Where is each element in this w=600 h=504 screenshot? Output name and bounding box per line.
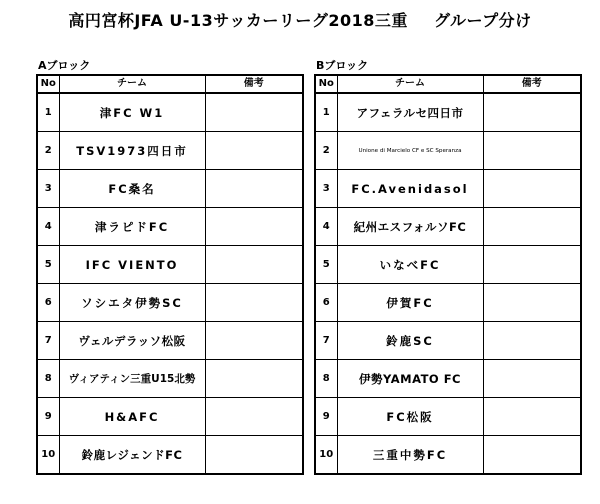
table-row <box>37 170 303 208</box>
row-no: 2 <box>315 132 337 170</box>
table-row <box>315 436 581 475</box>
header-note: 備考 <box>205 75 303 93</box>
table-row <box>37 284 303 322</box>
row-note <box>483 360 581 398</box>
row-note <box>483 398 581 436</box>
row-team: 三重中勢FC <box>337 436 483 475</box>
row-note <box>205 246 303 284</box>
row-note <box>205 208 303 246</box>
row-no: 9 <box>315 398 337 436</box>
row-note <box>483 93 581 132</box>
row-no: 10 <box>315 436 337 475</box>
row-team: IFC VIENTO <box>59 246 205 284</box>
table-row <box>37 398 303 436</box>
block-a <box>36 58 304 475</box>
table-row <box>37 322 303 360</box>
header-row <box>37 75 303 93</box>
row-no: 3 <box>37 170 59 208</box>
table-row <box>315 132 581 170</box>
row-note <box>483 246 581 284</box>
block-b <box>314 58 582 475</box>
row-team: ヴィアティン三重U15北勢 <box>59 360 205 398</box>
row-no: 5 <box>37 246 59 284</box>
row-team: 鈴鹿レジェンドFC <box>59 436 205 475</box>
row-note <box>205 170 303 208</box>
row-note <box>205 360 303 398</box>
row-team: H&AFC <box>59 398 205 436</box>
row-no: 5 <box>315 246 337 284</box>
row-team: ソシエタ伊勢SC <box>59 284 205 322</box>
row-no: 7 <box>315 322 337 360</box>
row-no: 10 <box>37 436 59 475</box>
row-no: 9 <box>37 398 59 436</box>
row-note <box>205 284 303 322</box>
title-main: 高円宮杯JFA U-13サッカーリーグ2018三重 <box>68 11 408 30</box>
row-team: 津ラピドFC <box>59 208 205 246</box>
table-row <box>315 398 581 436</box>
table-row <box>315 284 581 322</box>
row-team: ヴェルデラッソ松阪 <box>59 322 205 360</box>
row-team: FC.Avenidasol <box>337 170 483 208</box>
table-row <box>315 246 581 284</box>
row-note <box>483 284 581 322</box>
table-row <box>315 170 581 208</box>
header-no: No <box>315 75 337 93</box>
header-note: 備考 <box>483 75 581 93</box>
row-team: FC桑名 <box>59 170 205 208</box>
block-a-table <box>36 74 304 475</box>
row-team: 伊勢YAMATO FC <box>337 360 483 398</box>
table-row <box>37 360 303 398</box>
row-team: 津FC W1 <box>59 93 205 132</box>
row-note <box>205 132 303 170</box>
row-no: 4 <box>37 208 59 246</box>
row-no: 1 <box>315 93 337 132</box>
table-row <box>37 208 303 246</box>
table-row <box>315 93 581 132</box>
row-note <box>483 436 581 475</box>
row-note <box>483 322 581 360</box>
table-row <box>37 93 303 132</box>
row-note <box>205 436 303 475</box>
table-row <box>37 436 303 475</box>
table-row <box>315 208 581 246</box>
header-team: チーム <box>59 75 205 93</box>
table-row <box>315 322 581 360</box>
row-note <box>205 398 303 436</box>
block-b-table <box>314 74 582 475</box>
row-no: 6 <box>37 284 59 322</box>
row-team: TSV1973四日市 <box>59 132 205 170</box>
row-note <box>483 170 581 208</box>
row-team: アフェラルセ四日市 <box>337 93 483 132</box>
row-note <box>205 322 303 360</box>
block-a-label: Aブロック <box>38 59 91 72</box>
row-team: 鈴鹿SC <box>337 322 483 360</box>
row-no: 7 <box>37 322 59 360</box>
row-team: 伊賀FC <box>337 284 483 322</box>
row-team: Unione di Marcielo CF e SC Speranza <box>337 132 483 170</box>
row-team: いなべFC <box>337 246 483 284</box>
row-no: 2 <box>37 132 59 170</box>
header-team: チーム <box>337 75 483 93</box>
row-no: 8 <box>315 360 337 398</box>
row-no: 8 <box>37 360 59 398</box>
row-team: FC松阪 <box>337 398 483 436</box>
row-no: 4 <box>315 208 337 246</box>
row-no: 6 <box>315 284 337 322</box>
block-b-label: Bブロック <box>316 59 369 72</box>
page-title <box>0 8 600 31</box>
table-row <box>315 360 581 398</box>
title-sub: グループ分け <box>433 11 532 30</box>
row-team: 紀州エスフォルソFC <box>337 208 483 246</box>
header-row <box>315 75 581 93</box>
table-row <box>37 132 303 170</box>
row-note <box>483 132 581 170</box>
row-note <box>483 208 581 246</box>
header-no: No <box>37 75 59 93</box>
row-note <box>205 93 303 132</box>
table-row <box>37 246 303 284</box>
row-no: 3 <box>315 170 337 208</box>
row-no: 1 <box>37 93 59 132</box>
